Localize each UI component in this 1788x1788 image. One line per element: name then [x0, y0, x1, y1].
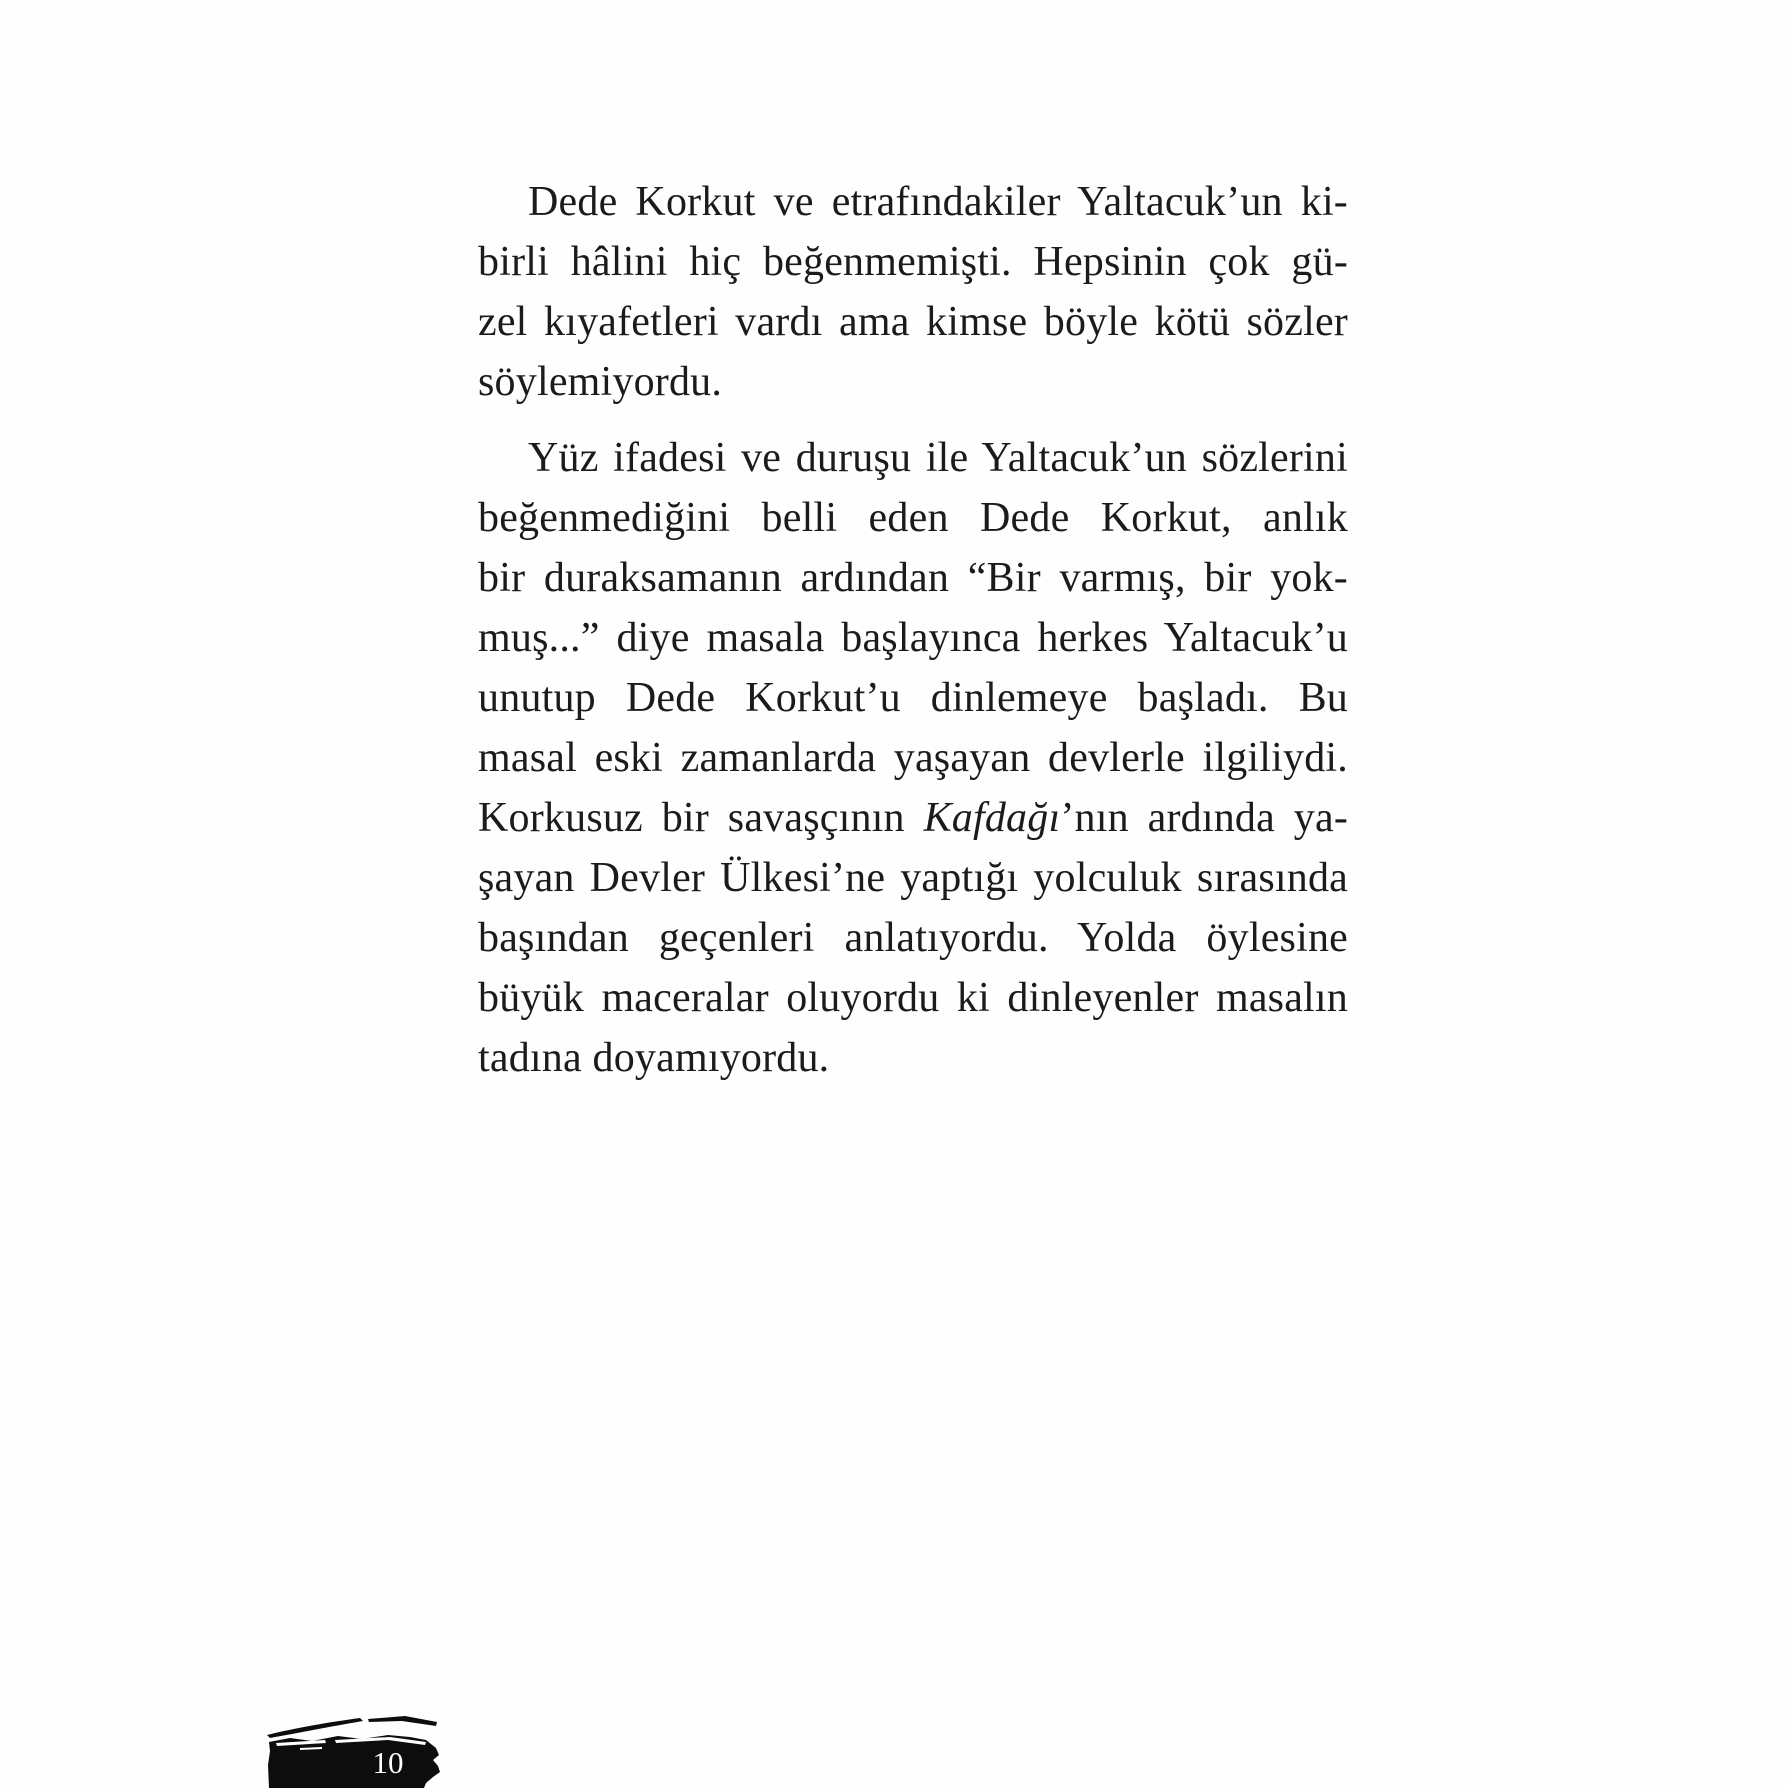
- text-line: büyük maceralar oluyordu ki dinleyenler masalın: [478, 975, 1348, 1021]
- page-number-label: 10: [372, 1745, 404, 1780]
- brush-swoosh-fragment: [368, 1716, 437, 1726]
- text-line: Dede Korkut ve etrafındakiler Yaltacuk’un ki-: [528, 179, 1348, 225]
- paragraph-1: [478, 172, 1348, 412]
- text-line: masal eski zamanlarda yaşayan devlerle ilgiliydi.: [478, 735, 1348, 781]
- text-line: şayan Devler Ülkesi’ne yaptığı yolculuk sırasında: [478, 855, 1348, 901]
- paragraph-2: [478, 428, 1348, 1088]
- text-line: tadına doyamıyordu.: [478, 1035, 830, 1081]
- text-segment: Korkusuz bir savaşçının: [478, 795, 924, 841]
- text-line: muş...” diye masala başlayınca herkes Yaltacuk’u: [478, 615, 1348, 661]
- text-line-kafdagi: [478, 788, 1348, 848]
- italic-word-kafdagi: Kafdağı: [923, 795, 1061, 841]
- text-line: beğenmediğini belli eden Dede Korkut, anlık: [478, 495, 1348, 541]
- text-line: zel kıyafetleri vardı ama kimse böyle kötü sözler: [478, 299, 1348, 345]
- page-number-brush-mark: [240, 1695, 470, 1788]
- text-line: Yüz ifadesi ve duruşu ile Yaltacuk’un sözlerini: [528, 435, 1348, 481]
- text-line: bir duraksamanın ardından “Bir varmış, bir yok-: [478, 555, 1348, 601]
- text-line: söylemiyordu.: [478, 359, 723, 405]
- text-line: başından geçenleri anlatıyordu. Yolda öylesine: [478, 915, 1348, 961]
- brush-swoosh-stroke: [267, 1718, 363, 1738]
- text-segment: ’nın ardında ya-: [1060, 795, 1349, 841]
- text-line: unutup Dede Korkut’u dinlemeye başladı. Bu: [478, 675, 1348, 721]
- page-text: [478, 172, 1348, 1088]
- text-line: birli hâlini hiç beğenmemişti. Hepsinin çok gü-: [478, 239, 1348, 285]
